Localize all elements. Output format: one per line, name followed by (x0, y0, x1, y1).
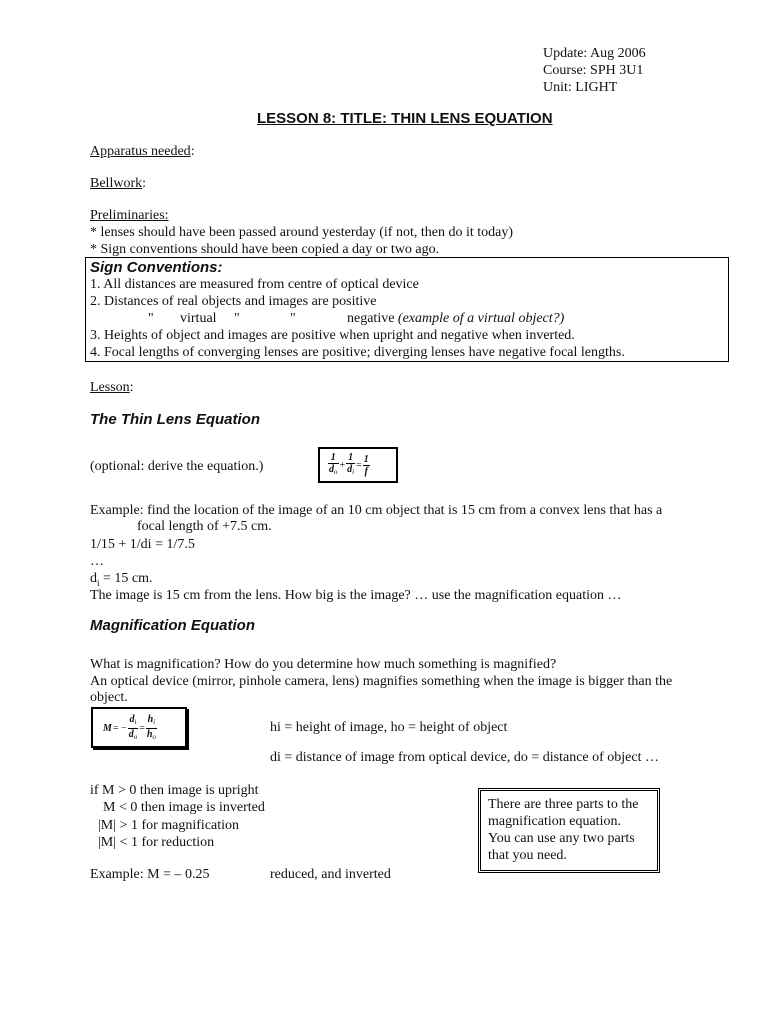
sign-rule-2b-ditto-2: " (234, 311, 240, 326)
bellwork-label: Bellwork: (90, 176, 146, 191)
one-over-f: $\frac{1}{f}$ (363, 453, 369, 477)
example1-line1: Example: find the location of the image of an 10 cm object that is 15 cm from a convex lens that has a (90, 503, 663, 518)
note-line-3: You can use any two parts (488, 831, 635, 846)
example1-line6: The image is 15 cm from the lens. How big is the image? … use the magnification equation … (90, 588, 622, 603)
hi-over-ho: $\frac{h_i}{h_o}$ (146, 714, 156, 741)
magnification-question-1: What is magnification? How do you determine how much something is magnified? (90, 657, 557, 672)
preliminaries-item-1: * lenses should have been passed around yesterday (if not, then do it today) (90, 225, 514, 240)
note-line-4: that you need. (488, 848, 567, 863)
magnification-equation-box: M= − $\frac{d_i}{d_o}$ = $\frac{h_i}{h_o}$ (91, 707, 187, 748)
one-over-di: $\frac{1}{d_i}$ (347, 452, 355, 476)
condition-magnification: |M| > 1 for magnification (98, 818, 240, 833)
sign-rule-2: 2. Distances of real objects and images are positive (90, 294, 377, 309)
condition-reduction: |M| < 1 for reduction (98, 835, 215, 850)
example1-line3: 1/15 + 1/di = 1/7.5 (90, 537, 195, 552)
lesson-label: Lesson: (90, 380, 134, 395)
height-definitions: hi = height of image, ho = height of object (270, 720, 508, 735)
magnification-question-2b: object. (90, 690, 128, 705)
sign-rule-2b-ditto-1: " (148, 311, 154, 326)
distance-definitions: di = distance of image from optical device, do = distance of object … (270, 750, 659, 765)
update-date: Update: Aug 2006 (543, 46, 646, 61)
sign-rule-2b-negative: negative (example of a virtual object?) (347, 311, 565, 326)
magnification-note-box (478, 788, 660, 873)
sign-rule-3: 3. Heights of object and images are positive when upright and negative when inverted. (90, 328, 575, 343)
unit-name: Unit: LIGHT (543, 80, 618, 95)
example1-line2: focal length of +7.5 cm. (137, 519, 272, 534)
condition-inverted: M < 0 then image is inverted (103, 800, 265, 815)
derive-note: (optional: derive the equation.) (90, 459, 264, 474)
di-over-do: $\frac{d_i}{d_o}$ (128, 714, 138, 741)
thin-lens-heading: The Thin Lens Equation (90, 411, 260, 428)
note-line-2: magnification equation. (488, 814, 621, 829)
lesson-title: LESSON 8: TITLE: THIN LENS EQUATION (257, 110, 553, 127)
preliminaries-label: Preliminaries: (90, 208, 169, 223)
one-over-do: $\frac{1}{d_o}$ (329, 452, 338, 476)
sign-conventions-heading: Sign Conventions: (90, 259, 223, 276)
sign-rule-1: 1. All distances are measured from centre of optical device (90, 277, 419, 292)
example2-result: reduced, and inverted (270, 867, 391, 882)
thin-lens-equation-box: $\frac{1}{d_o}$ + $\frac{1}{d_i}$ = $\frac{1}{f}$ (318, 447, 398, 483)
preliminaries-item-2: * Sign conventions should have been copied a day or two ago. (90, 242, 440, 257)
example1-line4: … (90, 554, 104, 569)
apparatus-label: Apparatus needed: (90, 144, 195, 159)
example2-value: Example: M = – 0.25 (90, 867, 210, 882)
magnification-heading: Magnification Equation (90, 617, 255, 634)
sign-rule-2b-virtual: virtual (180, 311, 217, 326)
condition-upright: if M > 0 then image is upright (90, 783, 259, 798)
magnification-question-2a: An optical device (mirror, pinhole camera, lens) magnifies something when the image is bigger than the (90, 674, 673, 689)
example1-line5: $d_i = 15$ cm. (90, 571, 153, 588)
note-line-1: There are three parts to the (488, 797, 639, 812)
sign-rule-2b-ditto-3: " (290, 311, 296, 326)
course-code: Course: SPH 3U1 (543, 63, 644, 78)
sign-rule-4: 4. Focal lengths of converging lenses are positive; diverging lenses have negative focal lengths. (90, 345, 625, 360)
